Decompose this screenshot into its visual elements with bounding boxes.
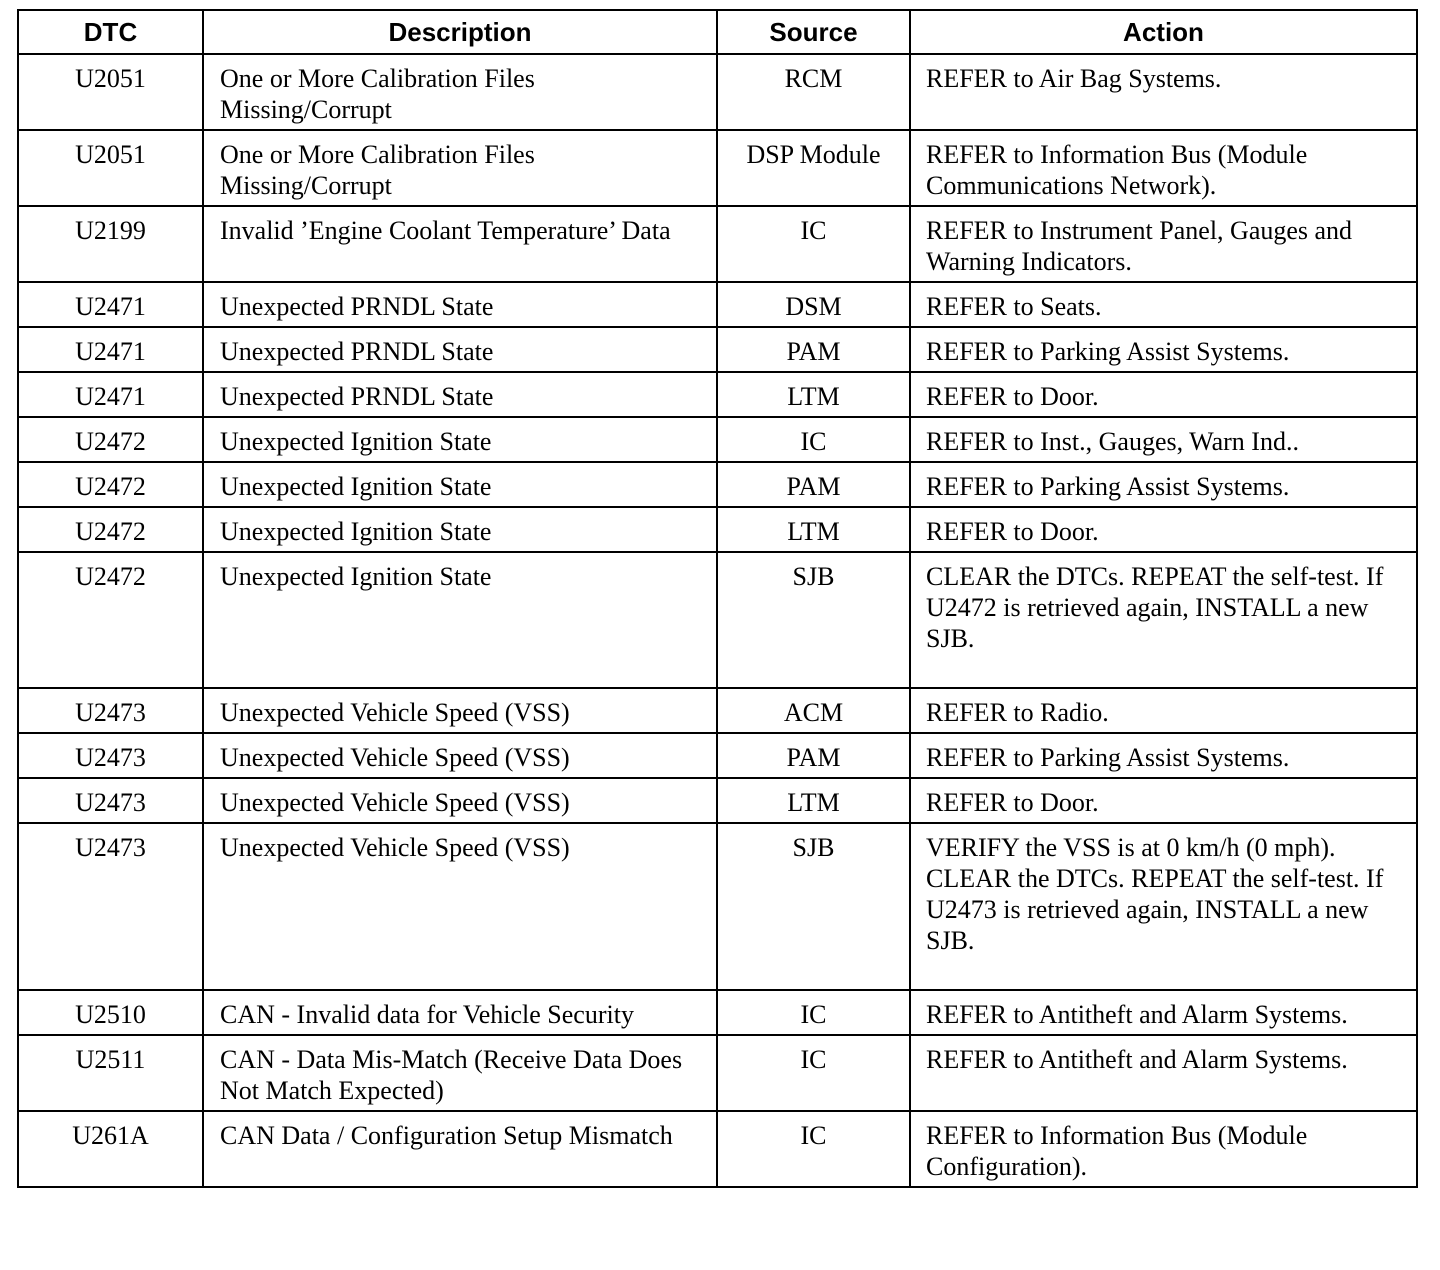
cell-action: REFER to Parking Assist Systems. [910,327,1417,372]
cell-action: REFER to Door. [910,778,1417,823]
cell-source: ACM [717,688,910,733]
cell-action: REFER to Radio. [910,688,1417,733]
cell-dtc: U2473 [18,823,203,990]
table-row [18,507,1417,552]
cell-action: REFER to Inst., Gauges, Warn Ind.. [910,417,1417,462]
cell-action: REFER to Parking Assist Systems. [910,733,1417,778]
table-row [18,327,1417,372]
cell-dtc: U2472 [18,552,203,688]
cell-action: REFER to Seats. [910,282,1417,327]
cell-description: Unexpected PRNDL State [203,327,717,372]
cell-source: IC [717,990,910,1035]
cell-source: PAM [717,462,910,507]
cell-source: LTM [717,372,910,417]
table-row [18,552,1417,688]
cell-source: LTM [717,507,910,552]
cell-source: LTM [717,778,910,823]
cell-dtc: U2471 [18,282,203,327]
cell-description: Unexpected Vehicle Speed (VSS) [203,688,717,733]
cell-description: Unexpected Ignition State [203,552,717,688]
cell-description: CAN Data / Configuration Setup Mismatch [203,1111,717,1187]
table-row [18,990,1417,1035]
cell-source: DSP Module [717,130,910,206]
table-row [18,733,1417,778]
cell-description: Unexpected Ignition State [203,462,717,507]
cell-source: IC [717,417,910,462]
cell-source: IC [717,1111,910,1187]
table-row [18,688,1417,733]
cell-dtc: U261A [18,1111,203,1187]
dtc-table [17,9,1418,1188]
cell-dtc: U2473 [18,688,203,733]
cell-dtc: U2472 [18,417,203,462]
cell-source: RCM [717,54,910,130]
cell-dtc: U2472 [18,507,203,552]
cell-description: Unexpected Vehicle Speed (VSS) [203,778,717,823]
cell-description: Unexpected Ignition State [203,417,717,462]
cell-action: REFER to Air Bag Systems. [910,54,1417,130]
cell-dtc: U2471 [18,372,203,417]
cell-dtc: U2199 [18,206,203,282]
cell-description: Unexpected Ignition State [203,507,717,552]
table-row [18,823,1417,990]
cell-dtc: U2473 [18,733,203,778]
header-dtc: DTC [18,10,203,54]
cell-description: One or More Calibration Files Missing/Corrupt [203,54,717,130]
cell-action: REFER to Antitheft and Alarm Systems. [910,990,1417,1035]
cell-dtc: U2471 [18,327,203,372]
cell-description: CAN - Data Mis-Match (Receive Data Does Not Match Expected) [203,1035,717,1111]
table-header-row [18,10,1417,54]
table-row [18,282,1417,327]
cell-dtc: U2051 [18,130,203,206]
table-row [18,778,1417,823]
cell-source: PAM [717,733,910,778]
cell-action: VERIFY the VSS is at 0 km/h (0 mph). CLEAR the DTCs. REPEAT the self-test. If U2473 is retrieved again, INSTALL a new SJB. [910,823,1417,990]
cell-source: DSM [717,282,910,327]
cell-dtc: U2510 [18,990,203,1035]
cell-dtc: U2472 [18,462,203,507]
table-row [18,1111,1417,1187]
cell-description: Unexpected PRNDL State [203,372,717,417]
header-action: Action [910,10,1417,54]
cell-action: REFER to Door. [910,507,1417,552]
table-row [18,206,1417,282]
cell-action: REFER to Instrument Panel, Gauges and Warning Indicators. [910,206,1417,282]
cell-action: REFER to Parking Assist Systems. [910,462,1417,507]
table-row [18,417,1417,462]
cell-dtc: U2473 [18,778,203,823]
cell-action: CLEAR the DTCs. REPEAT the self-test. If U2472 is retrieved again, INSTALL a new SJB. [910,552,1417,688]
cell-description: Unexpected PRNDL State [203,282,717,327]
table-row [18,130,1417,206]
cell-action: REFER to Information Bus (Module Configuration). [910,1111,1417,1187]
header-description: Description [203,10,717,54]
table-row [18,462,1417,507]
cell-description: Unexpected Vehicle Speed (VSS) [203,823,717,990]
cell-description: One or More Calibration Files Missing/Corrupt [203,130,717,206]
cell-source: IC [717,206,910,282]
cell-description: CAN - Invalid data for Vehicle Security [203,990,717,1035]
cell-dtc: U2051 [18,54,203,130]
cell-source: SJB [717,552,910,688]
cell-source: IC [717,1035,910,1111]
cell-source: PAM [717,327,910,372]
table-row [18,372,1417,417]
cell-description: Unexpected Vehicle Speed (VSS) [203,733,717,778]
cell-action: REFER to Antitheft and Alarm Systems. [910,1035,1417,1111]
table-row [18,1035,1417,1111]
cell-description: Invalid ’Engine Coolant Temperature’ Data [203,206,717,282]
cell-source: SJB [717,823,910,990]
table-row [18,54,1417,130]
header-source: Source [717,10,910,54]
cell-action: REFER to Door. [910,372,1417,417]
cell-action: REFER to Information Bus (Module Communications Network). [910,130,1417,206]
cell-dtc: U2511 [18,1035,203,1111]
